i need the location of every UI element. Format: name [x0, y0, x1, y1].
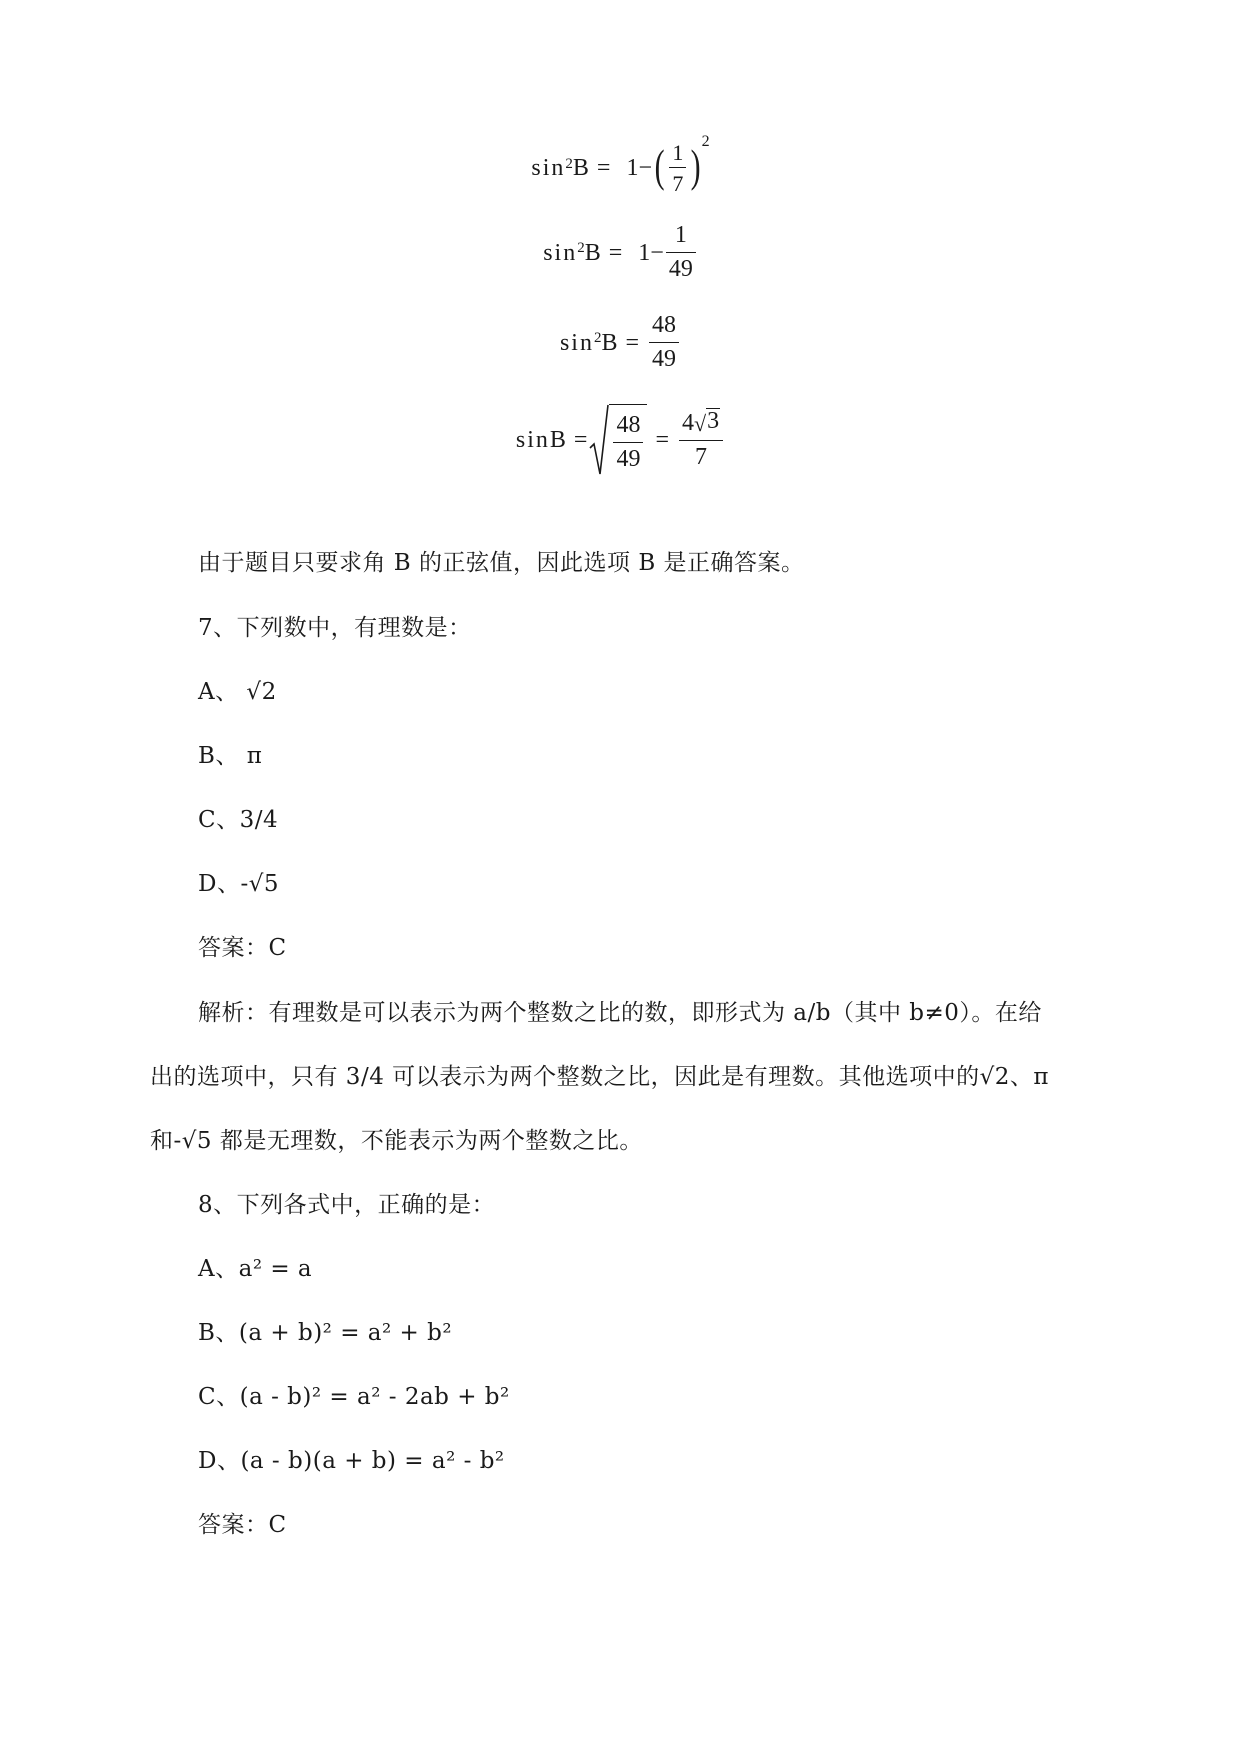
- eq1-left-paren: (: [654, 140, 665, 192]
- eq4-var: B: [549, 427, 566, 453]
- q8-option-c: C、(a - b)² = a² - 2ab + b²: [198, 1384, 510, 1410]
- eq1-right-paren: ): [690, 140, 701, 192]
- equation-3: [0, 312, 1241, 373]
- eq1-denominator: 7: [672, 171, 684, 197]
- eq2-fraction: [666, 222, 696, 283]
- eq3-numerator: 48: [652, 312, 677, 338]
- eq4-equals: =: [573, 427, 588, 453]
- equation-2: [0, 222, 1241, 283]
- eq4-radicand-fraction: [613, 412, 643, 473]
- eq3-equals: =: [625, 329, 640, 356]
- eq4-radicand-numerator: 48: [616, 411, 641, 438]
- eq1-fraction: [669, 140, 686, 197]
- q8-option-a: A、a² = a: [198, 1256, 313, 1282]
- q7-option-d: D、-√5: [198, 871, 280, 897]
- eq4-result-denominator: 7: [695, 444, 708, 471]
- eq2-one: 1: [638, 239, 651, 266]
- eq4-equals-2: =: [655, 427, 670, 453]
- sqrt-icon: √: [694, 410, 707, 436]
- eq3-fraction: [649, 312, 679, 373]
- q7-explanation-line-1: 解析：有理数是可以表示为两个整数之比的数，即形式为 a/b（其中 b≠0）。在给: [198, 1000, 1042, 1026]
- eq3-denominator: 49: [652, 345, 677, 372]
- eq4-lhs: sin: [515, 427, 550, 453]
- equation-4: [0, 404, 1241, 476]
- eq3-power: 2: [593, 330, 602, 347]
- q7-explanation-line-3: 和-√5 都是无理数，不能表示为两个整数之比。: [150, 1128, 643, 1154]
- eq3-lhs: sin: [559, 329, 594, 356]
- radical-sign-icon: [589, 404, 609, 476]
- eq4-result-radicand: 3: [707, 408, 720, 435]
- eq1-outer-power: 2: [701, 133, 710, 151]
- eq1-power: 2: [565, 155, 573, 172]
- q7-option-c: C、3/4: [198, 807, 279, 833]
- equation-1: [0, 133, 1241, 197]
- eq1-minus: −: [638, 155, 652, 182]
- eq4-radicand-denominator: 49: [616, 445, 641, 472]
- conclusion-text: 由于题目只要求角 B 的正弦值，因此选项 B 是正确答案。: [198, 550, 805, 576]
- eq1-one: 1: [626, 155, 639, 182]
- eq2-var: B: [584, 239, 601, 266]
- q8-answer: 答案：C: [198, 1512, 287, 1538]
- eq1-equals: =: [596, 155, 611, 182]
- eq2-lhs: sin: [543, 239, 578, 266]
- eq2-equals: =: [608, 239, 623, 266]
- eq1-lhs: sin: [531, 155, 566, 182]
- q7-explanation-line-2: 出的选项中，只有 3/4 可以表示为两个整数之比，因此是有理数。其他选项中的√2、π: [150, 1064, 1050, 1090]
- q7-question: 7、下列数中，有理数是：: [198, 615, 472, 641]
- eq2-denominator: 49: [668, 255, 693, 282]
- eq1-var: B: [572, 155, 589, 182]
- eq2-power: 2: [577, 240, 585, 257]
- q7-option-a: A、 √2: [198, 679, 277, 705]
- eq2-minus: −: [650, 239, 664, 266]
- q7-option-b: B、 π: [198, 743, 263, 769]
- q8-option-d: D、(a - b)(a + b) = a² - b²: [198, 1448, 505, 1474]
- eq4-radical: [589, 404, 647, 476]
- eq4-result-fraction: [679, 408, 723, 471]
- eq3-var: B: [601, 329, 618, 356]
- eq2-numerator: 1: [674, 222, 687, 248]
- q8-question: 8、下列各式中，正确的是：: [198, 1192, 496, 1218]
- eq1-numerator: 1: [672, 140, 684, 165]
- q8-option-b: B、(a + b)² = a² + b²: [198, 1320, 453, 1346]
- eq4-result-coefficient: 4: [682, 410, 695, 437]
- q7-answer: 答案：C: [198, 935, 287, 961]
